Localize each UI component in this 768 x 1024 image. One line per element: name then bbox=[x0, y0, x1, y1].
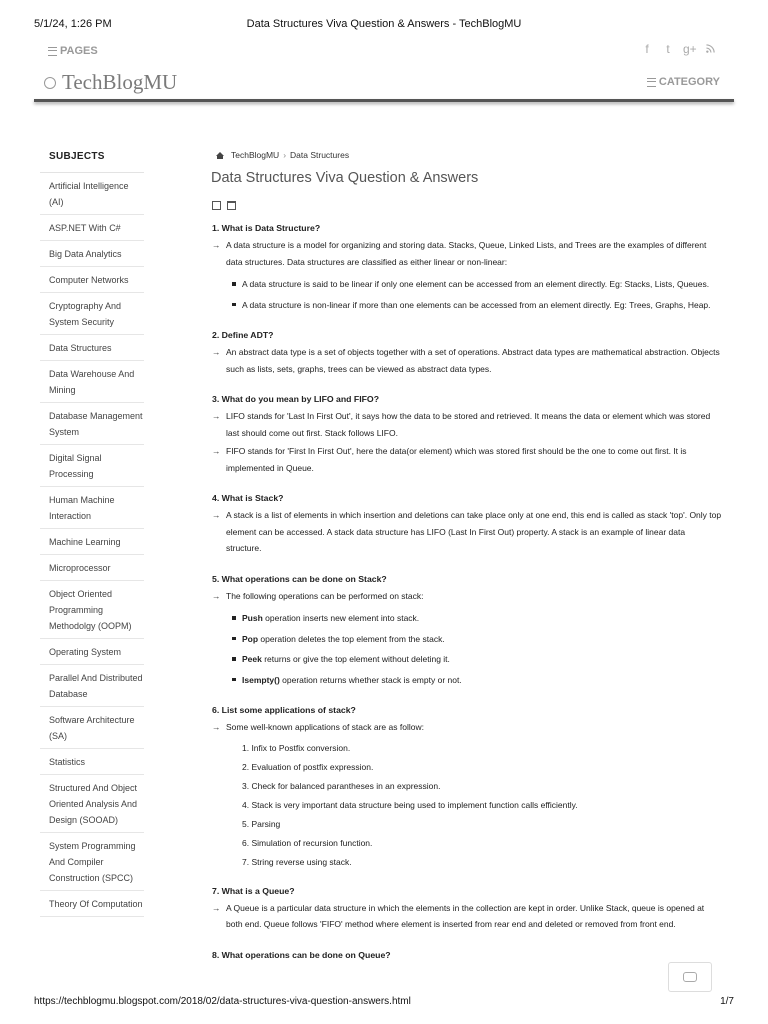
breadcrumb-separator: › bbox=[283, 150, 287, 160]
rss-icon[interactable] bbox=[704, 42, 716, 56]
question-7: 7. What is a Queue? bbox=[212, 885, 295, 896]
post-body bbox=[212, 222, 722, 962]
page-title: Data Structures Viva Question & Answers bbox=[211, 170, 479, 186]
arrow-icon: → bbox=[212, 446, 221, 456]
question-1: 1. What is Data Structure? bbox=[212, 223, 321, 233]
arrow-icon: → bbox=[212, 347, 221, 357]
print-page-number: 1/7 bbox=[720, 996, 734, 1007]
arrow-icon: → bbox=[212, 902, 221, 913]
question-8: 8. What operations can be done on Queue? bbox=[212, 949, 391, 960]
sidebar-item[interactable]: Operating System bbox=[40, 639, 144, 665]
header-divider bbox=[34, 99, 734, 102]
sidebar-item[interactable]: Software Architecture (SA) bbox=[40, 707, 144, 749]
sidebar-item[interactable]: Statistics bbox=[40, 749, 144, 775]
sidebar-item[interactable]: Computer Networks bbox=[40, 267, 144, 293]
question-4: 4. What is Stack? bbox=[212, 493, 284, 503]
list-item: 6. Simulation of recursion function. bbox=[242, 837, 373, 848]
answer-5: → The following operations can be performed on stack: bbox=[212, 588, 722, 605]
category-menu[interactable] bbox=[647, 76, 720, 88]
answer-3-fifo: → FIFO stands for 'First In First Out', here the data(or element) which was stored first should be the one to come out first. It is implemented in Queue. bbox=[212, 443, 722, 476]
pages-menu[interactable] bbox=[48, 45, 98, 57]
arrow-icon: → bbox=[212, 722, 221, 732]
list-item: A data structure is said to be linear if only one element can be accessed from an element directly. Eg: Stacks, Lists, Queues. bbox=[242, 276, 722, 293]
subjects-sidebar bbox=[40, 148, 144, 917]
facebook-icon[interactable]: f bbox=[645, 42, 649, 56]
arrow-icon: → bbox=[212, 590, 221, 601]
sidebar-item[interactable]: Microprocessor bbox=[40, 555, 144, 581]
question-5: 5. What operations can be done on Stack? bbox=[212, 573, 387, 584]
answer-4: → A stack is a list of elements in which insertion and deletions can take place only at one end, this end is called as stack 'top'. Only top element can be accessed. A stack data structure has LIFO (Last In First Out) property. A stack is an example of linear data structure. bbox=[212, 507, 722, 557]
sidebar-item[interactable]: Database Management System bbox=[40, 403, 144, 445]
pages-menu-label: PAGES bbox=[60, 45, 98, 57]
list-item: Peek returns or give the top element without deleting it. bbox=[242, 651, 722, 668]
sidebar-title: SUBJECTS bbox=[40, 148, 144, 173]
answer-6: → Some well-known applications of stack are as follow: bbox=[212, 719, 722, 736]
list-item: 5. Parsing bbox=[242, 818, 281, 829]
logo-text: TechBlogMU bbox=[62, 70, 178, 94]
print-url: https://techblogmu.blogspot.com/2018/02/data-structures-viva-question-answers.html bbox=[34, 996, 411, 1007]
answer-3-lifo: → LIFO stands for 'Last In First Out', it says how the data to be stored and retrieved. It means the data or element which was stored last should come out first. Stack follows LIFO. bbox=[212, 408, 722, 441]
google-plus-icon[interactable]: g+ bbox=[683, 42, 697, 56]
list-item: Pop operation deletes the top element from the stack. bbox=[242, 631, 722, 648]
sidebar-item[interactable]: Human Machine Interaction bbox=[40, 487, 144, 529]
sidebar-item[interactable]: ASP.NET With C# bbox=[40, 215, 144, 241]
social-links bbox=[641, 42, 716, 56]
answer-7: → A Queue is a particular data structure in which the elements in the collection are kept in order. Unlike Stack, queue is opened at both end. Queue follows 'FIFO' method where element is inserted from rear end and deleted or removed from front end. bbox=[212, 900, 722, 933]
sidebar-item[interactable]: Cryptography And System Security bbox=[40, 293, 144, 335]
sidebar-item[interactable]: Parallel And Distributed Database bbox=[40, 665, 144, 707]
arrow-icon: → bbox=[212, 510, 221, 520]
sidebar-item[interactable]: Big Data Analytics bbox=[40, 241, 144, 267]
arrow-icon: → bbox=[212, 240, 221, 250]
list-item: 4. Stack is very important data structure being used to implement function calls efficiently. bbox=[242, 799, 578, 810]
sidebar-item[interactable]: Machine Learning bbox=[40, 529, 144, 555]
chat-button[interactable] bbox=[668, 962, 712, 992]
question-6: 6. List some applications of stack? bbox=[212, 705, 356, 715]
sidebar-item[interactable]: System Programming And Compiler Construction (SPCC) bbox=[40, 833, 144, 891]
sidebar-item[interactable]: Data Structures bbox=[40, 335, 144, 361]
arrow-icon: → bbox=[212, 411, 221, 421]
site-logo[interactable] bbox=[44, 70, 177, 95]
category-menu-label: CATEGORY bbox=[658, 76, 720, 88]
logo-icon bbox=[44, 77, 56, 89]
sidebar-item[interactable]: Theory Of Computation bbox=[40, 891, 144, 917]
stack-operations-list bbox=[212, 610, 722, 688]
answer-1: → A data structure is a model for organizing and storing data. Stacks, Queue, Linked Lists, and Trees are the examples of different data structures. Data structures are classified as either linear or non-linear: bbox=[212, 237, 722, 270]
sidebar-item[interactable]: Structured And Object Oriented Analysis And Design (SOOAD) bbox=[40, 775, 144, 833]
list-item: 7. String reverse using stack. bbox=[242, 856, 352, 867]
list-item: 2. Evaluation of postfix expression. bbox=[242, 761, 374, 772]
sidebar-list bbox=[40, 173, 144, 917]
home-icon bbox=[216, 152, 224, 156]
print-datetime: 5/1/24, 1:26 PM bbox=[34, 18, 112, 30]
menu-icon bbox=[647, 78, 656, 87]
list-item: A data structure is non-linear if more than one elements can be accessed from an element directly. Eg: Trees, Graphs, Heap. bbox=[242, 297, 722, 314]
edit-icon[interactable] bbox=[212, 201, 221, 210]
twitter-icon[interactable]: t bbox=[666, 42, 670, 56]
print-document-title: Data Structures Viva Question & Answers - TechBlogMU bbox=[246, 18, 522, 30]
list-item: 1. Infix to Postfix conversion. bbox=[242, 742, 351, 753]
chat-icon bbox=[683, 972, 697, 982]
list-item: Push operation inserts new element into stack. bbox=[242, 610, 722, 627]
breadcrumb-home[interactable]: TechBlogMU bbox=[231, 150, 280, 160]
breadcrumb bbox=[216, 150, 349, 160]
calendar-icon bbox=[227, 201, 236, 210]
list-item: Isempty() operation returns whether stack is empty or not. bbox=[242, 672, 722, 689]
breadcrumb-current[interactable]: Data Structures bbox=[290, 150, 350, 160]
menu-icon bbox=[48, 47, 57, 56]
list-item: 3. Check for balanced parantheses in an expression. bbox=[242, 780, 441, 791]
question-3: 3. What do you mean by LIFO and FIFO? bbox=[212, 394, 379, 404]
sidebar-item[interactable]: Data Warehouse And Mining bbox=[40, 361, 144, 403]
sidebar-item[interactable]: Artificial Intelligence (AI) bbox=[40, 173, 144, 215]
sidebar-item[interactable]: Digital Signal Processing bbox=[40, 445, 144, 487]
stack-applications-list bbox=[212, 742, 722, 869]
sidebar-item[interactable]: Object Oriented Programming Methodolgy (OOPM) bbox=[40, 581, 144, 639]
post-meta bbox=[212, 201, 236, 210]
question-2: 2. Define ADT? bbox=[212, 330, 274, 340]
answer-2: → An abstract data type is a set of objects together with a set of operations. Abstract data types are mathematical abstraction. Objects such as lists, sets, graphs, trees can be viewed as abstract data types. bbox=[212, 344, 722, 377]
answer-1-bullets bbox=[212, 276, 722, 313]
